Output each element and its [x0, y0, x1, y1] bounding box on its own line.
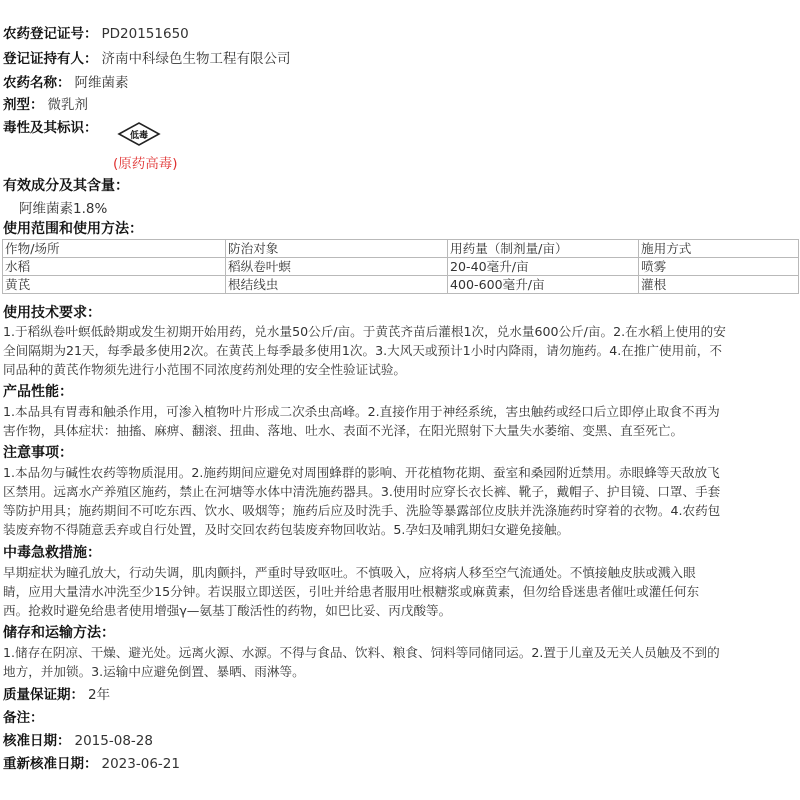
reg-no-row — [3, 25, 797, 43]
text-line: 1.储存在阴凉、干燥、避光处。远离火源、水源。不得与食品、饮料、粮食、饲料等同储同运。2.置于儿童及无关人员触及不到的 — [3, 645, 720, 660]
table-cell: 灌根 — [639, 276, 799, 294]
text-line: 地方，并加锁。3.运输中应避免倒置、暴晒、雨淋等。 — [3, 664, 305, 679]
table-cell: 根结线虫 — [226, 276, 448, 294]
table-cell: 黄芪 — [3, 276, 226, 294]
remarks-label: 备注： — [3, 710, 44, 726]
table-row — [3, 276, 799, 294]
table-header-cell: 施用方式 — [639, 240, 799, 258]
table-cell: 喷雾 — [639, 258, 799, 276]
ingredient-value: 阿维菌素1.8% — [19, 201, 108, 217]
table-header-cell: 作物/场所 — [3, 240, 226, 258]
reg-no-value: PD20151650 — [101, 26, 189, 42]
table-cell: 400-600毫升/亩 — [448, 276, 639, 294]
performance-text — [3, 402, 797, 440]
usage-title: 使用范围和使用方法： — [3, 221, 143, 237]
approval-date-label: 核准日期： — [3, 733, 71, 749]
reapproval-date-value: 2023-06-21 — [101, 756, 180, 772]
first-aid-text — [3, 563, 797, 620]
ingredient-title: 有效成分及其含量： — [3, 178, 129, 194]
reapproval-date-label: 重新核准日期： — [3, 756, 98, 772]
formulation-label: 剂型： — [3, 97, 44, 113]
storage-text — [3, 643, 797, 681]
name-row — [3, 74, 797, 92]
usage-table — [2, 239, 799, 294]
holder-label: 登记证持有人： — [3, 51, 98, 67]
holder-value: 济南中科绿色生物工程有限公司 — [101, 51, 291, 67]
text-line: 害作物，具体症状：抽搐、麻痹、翻滚、扭曲、落地、吐水、表面不光泽，在阳光照射下大量失水萎缩、变黑、直至死亡。 — [3, 423, 684, 438]
table-row — [3, 258, 799, 276]
tech-title: 使用技术要求： — [3, 305, 101, 321]
table-header-cell: 防治对象 — [226, 240, 448, 258]
toxicity-label: 毒性及其标识： — [3, 120, 98, 136]
reg-no-label: 农药登记证号： — [3, 26, 98, 42]
table-header-cell: 用药量（制剂量/亩） — [448, 240, 639, 258]
text-line: 全间隔期为21天，每季最多使用2次。在黄芪上每季最多使用1次。3.大风天或预计1小时内降雨，请勿施药。4.在推广使用前，不 — [3, 343, 722, 358]
formulation-value: 微乳剂 — [47, 97, 88, 113]
text-line: 装废弃物不得随意丢弃或自行处置，及时交回农药包装废弃物回收站。5.孕妇及哺乳期妇女避免接触。 — [3, 522, 570, 537]
formulation-row — [3, 96, 797, 114]
table-cell: 20-40毫升/亩 — [448, 258, 639, 276]
table-cell: 稻纵卷叶螟 — [226, 258, 448, 276]
text-line: 睛，应用大量清水冲洗至少15分钟。若误服立即送医，引吐并给患者服用吐根糖浆或麻黄素，但勿给昏迷患者催吐或灌任何东 — [3, 584, 700, 599]
approval-date-row — [3, 732, 797, 750]
table-cell: 水稻 — [3, 258, 226, 276]
precautions-title: 注意事项： — [3, 445, 73, 461]
text-line: 等防护用具；施药期间不可吃东西、饮水、吸烟等；施药后应及时洗手、洗脸等暴露部位皮肤并洗涤施药时穿着的衣物。4.农药包 — [3, 503, 721, 518]
low-toxicity-icon — [117, 121, 161, 147]
toxicity-symbol-text: 低毒 — [129, 131, 149, 141]
text-line: 早期症状为瞳孔放大，行动失调，肌肉颤抖，严重时导致呕吐。不慎吸入，应将病人移至空气流通处。不慎接触皮肤或溅入眼 — [3, 565, 696, 580]
first-aid-title: 中毒急救措施： — [3, 545, 101, 561]
text-line: 西。抢救时避免给患者使用增强γ—氨基丁酸活性的药物，如巴比妥、丙戊酸等。 — [3, 603, 452, 618]
shelf-life-value: 2年 — [88, 687, 111, 703]
name-value: 阿维菌素 — [74, 75, 129, 91]
reapproval-date-row — [3, 755, 797, 773]
text-line: 1.于稻纵卷叶螟低龄期或发生初期开始用药，兑水量50公斤/亩。于黄芪齐苗后灌根1次，兑水量600公斤/亩。2.在水稻上使用的安 — [3, 324, 726, 339]
approval-date-value: 2015-08-28 — [74, 733, 153, 749]
text-line: 1.本品勿与碱性农药等物质混用。2.施药期间应避免对周围蜂群的影响、开花植物花期、蚕室和桑园附近禁用。赤眼蜂等天敌放飞 — [3, 465, 720, 480]
storage-title: 储存和运输方法： — [3, 625, 115, 641]
text-line: 1.本品具有胃毒和触杀作用，可渗入植物叶片形成二次杀虫高峰。2.直接作用于神经系统，害虫触药或经口后立即停止取食不再为 — [3, 404, 720, 419]
precautions-text — [3, 463, 797, 539]
shelf-life-row — [3, 686, 797, 704]
holder-row — [3, 50, 797, 68]
toxicity-note: (原药高毒) — [113, 156, 178, 172]
table-header-row — [3, 240, 799, 258]
text-line: 同品种的黄芪作物须先进行小范围不同浓度药剂处理的安全性验证试验。 — [3, 362, 406, 377]
name-label: 农药名称： — [3, 75, 71, 91]
text-line: 区禁用。远离水产养殖区施药，禁止在河塘等水体中清洗施药器具。3.使用时应穿长衣长裤、靴子，戴帽子、护目镜、口罩、手套 — [3, 484, 721, 499]
tech-text — [3, 322, 797, 379]
shelf-life-label: 质量保证期： — [3, 687, 84, 703]
performance-title: 产品性能： — [3, 384, 73, 400]
remarks-row — [3, 709, 797, 727]
